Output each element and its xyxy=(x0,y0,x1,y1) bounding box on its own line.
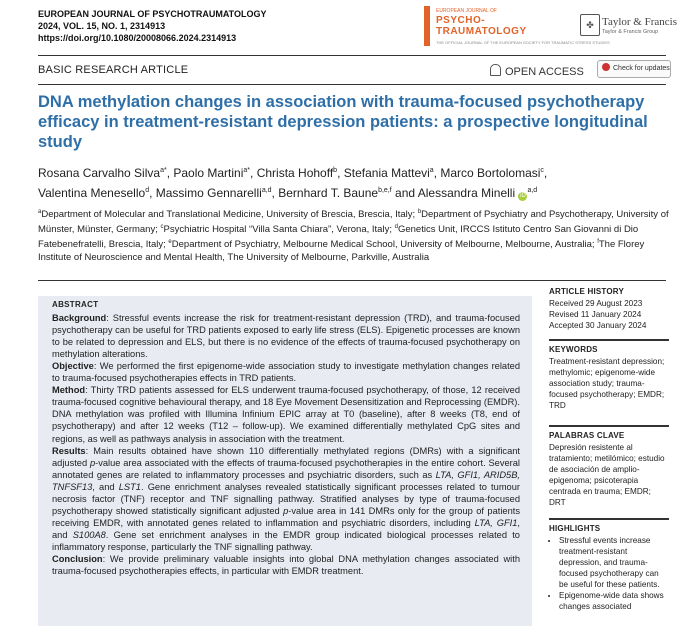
palabras-rule xyxy=(549,425,669,427)
abstract-background: Background: Stressful events increase the risk for treatment-resistant depression (TRD), and trauma-focused psychotherapy can be useful for TRD patients exposed to early life stress (ELS). Epigenetic processes are known to be related to depression and ELS, but there is no evidence of the effects of trauma-focused psychotherapy on methylation alterations. xyxy=(52,313,520,360)
affiliation: $^b$Department of Psychiatry and Psychotherapy, University of Münster, Münster, Germany; xyxy=(38,209,669,236)
abstract-objective: Objective: We performed the first epigenome-wide association study to investigate methylation changes related to trauma-focused psychotherapies effects in TRD patients. xyxy=(52,361,520,384)
author[interactable]: Rosana Carvalho Silva$^{a*}$ xyxy=(38,166,167,180)
highlights xyxy=(549,518,669,612)
keywords-text: Treatment-resistant depression; methylomic; epigenome-wide association study; trauma-focused psychotherapy; EMDR; TRD xyxy=(549,356,665,410)
journal-volume: 2024, VOL. 15, NO. 1, 2314913 xyxy=(38,21,166,31)
header-rule xyxy=(38,55,666,56)
abstract-box xyxy=(38,296,532,626)
author[interactable]: Massimo Gennarelli$^{a,d}$ xyxy=(155,186,272,200)
logo-tagline: THE OFFICIAL JOURNAL OF THE EUROPEAN SOCIETY FOR TRAUMATIC STRESS STUDIES xyxy=(436,40,610,45)
check-updates-button[interactable] xyxy=(597,60,671,78)
highlight-item: • Epigenome-wide data shows changes associated xyxy=(559,590,669,612)
highlight-item: • Stressful events increase treatment-resistant depression, and trauma-focused psychotherapy can be useful for these patients. xyxy=(559,535,669,590)
journal-name: EUROPEAN JOURNAL OF PSYCHOTRAUMATOLOGY xyxy=(38,9,267,19)
orcid-icon[interactable]: iD xyxy=(520,193,526,199)
journal-doi[interactable]: https://doi.org/10.1080/20008066.2024.2314913 xyxy=(38,33,237,43)
journal-header xyxy=(38,8,267,44)
highlights-heading: HIGHLIGHTS xyxy=(549,523,601,533)
open-access-label: OPEN ACCESS xyxy=(505,66,584,78)
type-rule xyxy=(38,84,666,85)
keywords xyxy=(549,339,669,411)
palabras-heading: PALABRAS CLAVE xyxy=(549,430,625,440)
author[interactable]: Valentina Menesello$^d$ xyxy=(38,186,150,200)
check-updates-label: Check for updates xyxy=(613,65,670,72)
abstract-method: Method: Thirty TRD patients assessed for ELS underwent trauma-focused psychotherapy, of those, 12 received trauma-focused cognitive behavioural therapy, and 18 Eye Movement Desensitization and Reprocessing (EMDR). DNA methylation was profiled with Illumina Infinium EPIC array at T0 (baseline), after 8 weeks (T8, end of psychotherapy) and after 12 weeks (T12 – follow-up). We examined differentially methylated CpG sites and regions, as well as pathways analysis in association with the treatment. xyxy=(52,385,520,444)
publisher-emblem-icon: ✤ xyxy=(580,14,600,36)
palabras-clave xyxy=(549,425,669,508)
affiliation: $^a$Department of Molecular and Translational Medicine, University of Brescia, Brescia, Italy; xyxy=(38,209,418,221)
affil-rule xyxy=(38,280,666,281)
highlights-rule xyxy=(549,518,669,520)
keywords-rule xyxy=(549,339,669,341)
crossmark-icon xyxy=(602,63,610,71)
logo-line-1: PSYCHO- xyxy=(436,15,486,26)
open-access-badge xyxy=(490,64,584,78)
logo-small-top: EUROPEAN JOURNAL OF xyxy=(436,8,497,14)
article-title: DNA methylation changes in association with trauma-focused psychotherapy efficacy in treatment-resistant depression patients: a prospective longitudinal study xyxy=(38,93,648,151)
author[interactable]: Marco Bortolomasi$^c$ xyxy=(440,166,544,180)
logo-title xyxy=(436,15,527,37)
article-type: BASIC RESEARCH ARTICLE xyxy=(38,64,189,76)
keywords-heading: KEYWORDS xyxy=(549,344,598,354)
open-lock-icon xyxy=(490,64,501,76)
highlights-list xyxy=(549,535,669,612)
revised-date: Revised 11 January 2024 xyxy=(549,310,642,319)
received-date: Received 29 August 2023 xyxy=(549,299,643,308)
journal-logo xyxy=(424,6,610,50)
author[interactable]: Christa Hohoff$^b$ xyxy=(256,166,338,180)
publisher-sub: Taylor & Francis Group xyxy=(602,29,659,35)
article-history-heading: ARTICLE HISTORY xyxy=(549,287,625,296)
affiliations xyxy=(38,206,670,264)
logo-bar xyxy=(424,6,430,46)
author[interactable]: Stefania Mattevi$^a$ xyxy=(343,166,434,180)
publisher-name: Taylor & Francis xyxy=(602,16,677,28)
abstract-conclusion: Conclusion: We provide preliminary valuable insights into global DNA methylation changes associated with trauma-focused psychotherapies effects, in particular with EMDR treatment. xyxy=(52,553,520,577)
affiliation: $^e$Department of Psychiatry, Melbourne Medical School, University of Melbourne, Melbourne, Australia; xyxy=(168,239,598,251)
accepted-date: Accepted 30 January 2024 xyxy=(549,321,647,330)
author-list: Rosana Carvalho Silva$^{a*}$, Paolo Martini$^{a*}$, Christa Hohoff$^b$, Stefania Mattevi$^a$, Marco Bortolomasi$^c$, Valentina Menesello$^d$, Massimo Gennarelli$^{a,d}$, Bernhard T. Baune$^{b,e,f}$ and Alessandra Minelli iD$^{a,d}$ xyxy=(38,166,548,200)
abstract-heading: ABSTRACT xyxy=(52,300,99,309)
author[interactable]: Bernhard T. Baune$^{b,e,f}$ xyxy=(278,186,392,200)
affiliation: $^d$Genetics Unit, IRCCS Istituto Centro San Giovanni di Dio Fatebenefratelli, Brescia, Italy; xyxy=(38,224,639,251)
article-history xyxy=(549,286,669,331)
palabras-text: Depresión resistente al tratamiento; metilómico; estudio de asociación de amplio-epigenoma; psicoterapia centrada en trauma; EMDR; DRT xyxy=(549,442,665,507)
author[interactable]: Alessandra Minelli iD$^{a,d}$ xyxy=(417,186,538,200)
affiliation: $^f$The Florey Institute of Neuroscience and Mental Health, The University of Melbourne, Parkville, Australia xyxy=(38,239,645,264)
author[interactable]: Paolo Martini$^{a*}$ xyxy=(173,166,251,180)
abstract-body xyxy=(52,299,520,577)
affiliation: $^c$Psychiatric Hospital “Villa Santa Chiara”, Verona, Italy; xyxy=(160,224,395,236)
abstract-results: Results: Main results obtained have shown 110 differentially methylated regions (DMRs) with a significant adjusted p-value area associated with the effects of trauma-focused psychotherapies in the entire cohort. Several annotated genes are related to inflammatory processes and psychiatric disorders, such as LTA, GFI1, ARID5B, TNFSF13, and LST1. Gene enrichment analyses revealed statistically significant processes related to tumour necrosis factor (TNF) receptor and TNF signalling pathway. Stratified analyses by type of trauma-focused psychotherapy showed statistically significant adjusted p-value area in 141 DMRs only for the group of patients receiving EMDR, with annotated genes related to inflammation and psychiatric disorders, including LTA, GFI1, and S100A8. Gene set enrichment analyses in the EMDR group indicated biological processes related to inflammatory response, particularly the TNF signalling pathway. xyxy=(52,445,521,552)
logo-line-2: TRAUMATOLOGY xyxy=(436,26,527,37)
